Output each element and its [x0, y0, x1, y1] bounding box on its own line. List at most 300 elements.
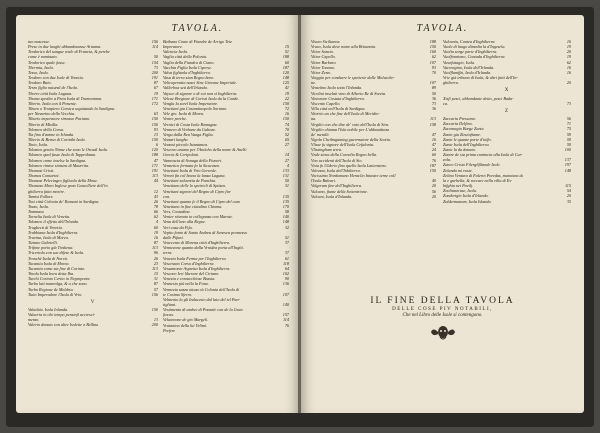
index-entry-page: 61 — [284, 255, 289, 261]
index-entry-text: Venier ritenuto in colleganza con Marote. — [163, 214, 233, 220]
index-entry — [443, 199, 571, 204]
index-entry-text: Tolomeo della Corsa. — [28, 126, 65, 132]
index-entry-page: 59 — [566, 131, 571, 137]
section-letter: Z — [504, 108, 510, 114]
index-entry-text: Thoma spedito a Pieta Isola di Tramontana. — [28, 95, 103, 101]
index-entry-text: Tolomeo qual fusse Isola di Tapprobana. — [28, 152, 97, 158]
index-entry-page: 200 — [151, 69, 158, 75]
index-entry-page: 150 — [282, 100, 289, 106]
index-entry-page: 40 — [431, 178, 436, 184]
left-index-column-1 — [28, 39, 158, 328]
index-entry-text: Vuolflamffzi, Isola d'Irlanda. — [443, 69, 492, 75]
index-entry-page: 135 — [282, 193, 289, 199]
index-entry-page: 87 — [153, 281, 158, 287]
index-entry-text: Teodorico del sangue reale di Francia, & perche — [28, 49, 110, 55]
index-entry-text: Venetiani soluentia de Panchia. — [163, 178, 217, 184]
index-entry-text: Zacomagio Burge Zante. — [443, 126, 485, 132]
index-entry-page: 16 — [566, 69, 571, 75]
index-entry-page: 102 — [282, 271, 289, 277]
index-entry-page: 19 — [153, 229, 158, 235]
index-entry-text: Turchi Corinto Cerito in Negroponte. — [28, 276, 91, 282]
index-entry-text: Vnia fu Ulderio fino quello Isola Latteratene. — [311, 162, 388, 168]
index-entry-text: Vessamonte Aspretta Isola d'Inghilterra. — [163, 265, 231, 271]
index-entry-page: 20 — [431, 193, 436, 199]
index-entry-page: 200 — [151, 322, 158, 328]
index-entry-page: 59 — [566, 141, 571, 147]
left-running-header: TAVOLA. — [171, 23, 224, 34]
index-entry-text: Velcae Bregione di Coristi Isola da la Conde. — [163, 95, 240, 101]
index-entry-text: Tutto Imperadore l'Isola di Vrio. — [28, 291, 83, 297]
index-entry-text: Vennezone quanto dalla Vrnidea porta all'Inglti. — [163, 245, 244, 251]
index-entry-text: Thomasi Cristi. — [28, 167, 55, 173]
index-entry-page: 133 — [282, 167, 289, 173]
index-entry-text: Tragbecti di Venetia. — [28, 224, 63, 230]
index-entry-page: 96 — [153, 250, 158, 256]
index-entry-page: 52 — [284, 131, 289, 137]
index-entry-text: per Navarino della Vecchia. — [28, 111, 75, 117]
index-entry-page: 89 — [431, 85, 436, 91]
index-entry-page: 60 — [153, 224, 158, 230]
index-entry-text: Vuolfonniono, Contada d'Inghilterra. — [443, 54, 506, 60]
index-entry-page: 36 — [431, 106, 436, 112]
index-entry-page: 171 — [151, 162, 158, 168]
index-entry-text: Tolomeo il effetto dell'Irlanda. — [28, 219, 79, 225]
index-entry-page: 13 — [153, 317, 158, 323]
index-entry-text: Vicolini inselati vino di Alberto Re di Svezia. — [311, 90, 386, 96]
index-entry-page: 16 — [431, 136, 436, 142]
index-entry-page: 24 — [431, 147, 436, 153]
index-entry-page: 191 — [151, 75, 158, 81]
index-entry-page: 60 — [284, 59, 289, 65]
index-entry-text: Tiburo o Tronpiero Corsica seguitando la Sardigna. — [28, 106, 115, 112]
right-index-column-2 — [443, 39, 571, 204]
index-entry-page: 140 — [282, 214, 289, 220]
index-entry-page: 41 — [284, 85, 289, 91]
index-entry-text: Turbo Regione de Moldria. — [28, 286, 74, 292]
index-entry-text: Vittor Tonano. — [311, 64, 335, 70]
index-entry-page: 87 — [153, 240, 158, 246]
index-entry-text: Teodorico quale fusse. — [28, 59, 66, 65]
index-entry-text: dalle Pifani. — [163, 234, 184, 240]
index-entry-text: Vigola Cheilmgaming guevrnatore della Scotia. — [311, 136, 391, 142]
index-entry-text: Vno accidenti dell'Isola di Sio. — [311, 157, 363, 163]
right-index-column-1 — [311, 39, 436, 199]
index-entry-page: 72 — [284, 106, 289, 112]
index-entry-page: 160 — [429, 49, 436, 55]
index-entry-page: 120 — [151, 147, 158, 153]
index-entry-page: 113 — [152, 245, 158, 251]
index-entry-text: Vaysce di signore o di cui non sì Inghilterra. — [163, 90, 238, 96]
index-entry-page: 47 — [153, 157, 158, 163]
index-entry-page: 64 — [284, 265, 289, 271]
index-entry-text: Thermia, Isola. — [28, 64, 54, 70]
index-entry-text: ne. — [311, 80, 316, 86]
index-entry-page: 187 — [282, 64, 289, 70]
index-entry-page: 50 — [284, 178, 289, 184]
index-entry-page: 19 — [153, 90, 158, 96]
index-entry-text: Zante gia Zinciafiame. — [443, 131, 482, 137]
index-entry-text: Vulcano, fiume della Settentrione. — [311, 188, 368, 194]
index-entry-text: zola. — [443, 157, 452, 163]
index-entry-page: 57 — [153, 286, 158, 292]
index-entry — [311, 194, 436, 199]
index-entry-text: Prefere — [163, 327, 176, 333]
index-entry-text: Vrie già tribuno di Isola, & altri fatti dell'In- — [443, 75, 518, 81]
index-entry-page: 150 — [151, 121, 158, 127]
index-entry-text: Vescovato Corso d'Inghilterra. — [163, 260, 215, 266]
index-entry-text: terra. — [163, 250, 173, 256]
index-entry-text: Prese in due luoghi abbandonasse Arianna. — [28, 44, 102, 50]
index-entry-text: Valacbia. Isola Iolanda. — [28, 306, 69, 312]
index-entry-page: 50 — [431, 90, 436, 96]
index-entry-text: Veri casa da Fifa. — [163, 224, 193, 230]
index-entry-text: la e garbella, & roccare nella villa di Es- — [443, 177, 513, 183]
index-entry-text: Terzo figlio natural de l'Isola. — [28, 85, 78, 91]
index-entry-text: Venezia e cornacchiose Bassia. — [163, 276, 216, 282]
index-entry-page: 19 — [566, 54, 571, 60]
index-entry-page: 125 — [282, 80, 289, 86]
index-entry-page: 15 — [284, 44, 289, 50]
index-entry — [163, 328, 289, 333]
index-entry-page: 73 — [153, 64, 158, 70]
index-entry-page: 51 — [284, 49, 289, 55]
index-entry-text: Velmento la gli Inducesio dal lato del tel Pan- — [163, 296, 240, 302]
index-entry-page: 27 — [284, 157, 289, 163]
index-entry-text: Ventelmo Isola sotto l'Inlanda. — [311, 85, 363, 91]
index-entry-page: 157 — [282, 312, 289, 318]
index-entry-text: Vittor Sancto. — [311, 49, 334, 55]
index-entry-text: Tolomeo come inselse la Sardigna. — [28, 157, 87, 163]
index-entry-text: Tiberio & Benso di Corinthi Isola. — [28, 136, 86, 142]
index-entry — [443, 101, 571, 106]
index-entry-page: 4 — [155, 219, 158, 225]
index-entry-text: Zonderigio Isola d'Irlanda. — [443, 193, 489, 199]
index-entry-page: 4 — [286, 162, 289, 168]
index-entry-page: 27 — [284, 142, 289, 148]
index-entry-text: ghilterra fatto morire. — [28, 188, 65, 194]
index-entry-text: Vittor Zeno. — [311, 69, 331, 75]
index-entry-text: Vacchia Figlia Isola Ciprese. — [163, 64, 212, 70]
index-entry-text: Venetiano in fine cittadino Chioma. — [163, 204, 223, 209]
index-entry-text: Vescoeo Ieri liberare del Ciriano. — [163, 271, 220, 277]
index-entry-page — [287, 328, 289, 333]
index-entry-text: Venezio Isola Ferma per l'Inghilterra. — [163, 255, 227, 261]
index-entry-text: Vennetico fermata fa la Sicurezza. — [163, 162, 220, 168]
index-entry-page: 150 — [429, 44, 436, 50]
index-entry-page: 74 — [284, 121, 289, 127]
index-entry-page: 188 — [282, 54, 289, 60]
index-entry-page: 114 — [283, 317, 289, 323]
index-entry-page: 73 — [431, 100, 436, 106]
index-entry-page: 51 — [284, 234, 289, 240]
index-entry-page: 26 — [153, 198, 158, 204]
index-entry-text: Velaineone de gio Margeli. — [163, 317, 209, 323]
index-entry-page: 60 — [431, 152, 436, 158]
index-entry-page: 23 — [153, 260, 158, 266]
index-entry-page: 107 — [429, 80, 436, 86]
index-entry-text: Tiberio. Isola con il Ponente. — [28, 100, 77, 106]
index-entry-text: Teodoro Baio. — [28, 80, 52, 86]
index-entry-text: Veroni fin col beaso la lanza Laguna. — [163, 173, 226, 179]
index-entry-page: 148 — [282, 75, 289, 81]
index-entry-page: 113 — [152, 265, 158, 271]
index-entry-page: 107 — [429, 59, 436, 65]
index-entry-page: 135 — [282, 198, 289, 204]
index-entry-page: 87 — [153, 80, 158, 86]
index-entry-text: Tosi città Colonia de' Romani in Sardigna. — [28, 198, 100, 204]
index-entry-text: Tesso, Isola. — [28, 69, 49, 75]
index-entry-page: 187 — [429, 162, 436, 168]
index-entry-text: Volonna, Isola dell'Inhilterra. — [311, 167, 361, 173]
index-entry-page: 56 — [431, 188, 436, 194]
index-entry-text: Tiberio di Misilla. — [28, 121, 59, 127]
index-entry-text: Vuole di lungo dimedia la d'Ingesela. — [443, 44, 506, 50]
index-entry-text: Zante le quante porte d'tolfo. — [443, 136, 492, 142]
index-entry-text: Tommaso — [28, 209, 44, 215]
index-entry-text: Baibano Conte di Fiandre de Arrigo Tetz — [163, 39, 232, 44]
index-entry-page: 197 — [564, 162, 571, 168]
index-entry-text: Vintorone Costata d'Inghilterra. — [311, 95, 365, 101]
index-entry-page: 58 — [284, 209, 289, 215]
index-entry-text: Venetiani gia Costantinopolo Soriano. — [163, 106, 228, 112]
index-entry-page: 191 — [151, 167, 158, 173]
index-entry-text: Vele gio. Isola di Morea. — [163, 111, 205, 117]
index-entry-text: fiocas. — [163, 312, 175, 318]
index-entry-page: 56 — [566, 116, 571, 122]
index-entry-text: Thomaso Moro Inglese gran Cancelliere dell'in — [28, 183, 108, 189]
index-entry-text: Vnde siena della Cornelio Regno bella. — [311, 152, 378, 158]
index-entry-text: Vallerboa seà dell'Irlanda. — [163, 85, 208, 91]
index-entry-text: Vaglia della Fiandra di Ciano. — [163, 59, 215, 65]
index-entry-page: 188 — [429, 39, 436, 44]
index-entry-text: Vestimento di ambee di Ponzale con de la Gran — [163, 307, 243, 313]
index-entry-text: Vernici di Costa Isola Romagna. — [163, 121, 218, 127]
index-entry-text: na. — [311, 116, 317, 122]
index-entry-page: 70 — [284, 126, 289, 132]
index-entry-text: Tucantia come sia fine di Corinto. — [28, 265, 86, 271]
index-entry-page: 36 — [431, 95, 436, 101]
index-entry-page: 67 — [153, 85, 158, 91]
left-page — [16, 15, 299, 413]
index-entry-text: Xisfi pesci, abbondante detto, pesci Bada- — [443, 95, 514, 101]
index-entry-page: 43 — [153, 193, 158, 199]
index-entry-page: 115 — [565, 183, 571, 189]
index-entry-text: Imperatore. — [163, 44, 183, 50]
index-entry-page: 15 — [153, 271, 158, 277]
index-entry-text: Vennero di Verbane da Galtoze. — [163, 126, 216, 132]
index-entry-text: Tia fino d'anime in Irlanda. — [28, 131, 75, 137]
index-entry-page: 37 — [284, 240, 289, 246]
index-entry-text: Verga dalla Rea Vauga Figlia. — [163, 131, 214, 137]
index-entry-text: Visseo Sicilianea. — [311, 39, 341, 44]
index-entry-page: 148 — [282, 219, 289, 225]
index-entry-text: Tricertola con sue difese & Isola. — [28, 250, 85, 256]
index-entry-page: 188 — [151, 152, 158, 158]
index-entry-text: Zante Isola dell'Inghilterra. — [443, 141, 490, 147]
index-entry-text: Thomasi Pelecingro figliuolo della Mone. — [28, 178, 98, 184]
index-entry-page: 20 — [566, 80, 571, 86]
index-entry-page: 140 — [282, 301, 289, 307]
index-entry-text: Vennezia sazza ottuso tù Colonia dell'Isola di — [163, 286, 240, 292]
index-entry-page: 62 — [566, 59, 571, 65]
index-entry-text: ca. — [443, 100, 448, 106]
index-entry-text: Vezzosi piccolo Istantanea. — [163, 142, 209, 148]
index-entry-page: 118 — [283, 260, 289, 266]
index-entry-text: Ventre perche. — [163, 116, 187, 122]
index-entry-text: Vusofsitagio, Isola. — [443, 59, 476, 65]
index-entry-page: 20 — [566, 49, 571, 55]
index-entry-text: Tornelia Isola di Venetia. — [28, 214, 71, 220]
index-entry-text: ghilterra. — [443, 80, 459, 86]
index-entry-text: l'Isola Baleari. — [311, 178, 337, 184]
section-letter: V — [90, 299, 96, 305]
index-entry-page: 12 — [153, 188, 158, 194]
index-entry-page: 71 — [566, 121, 571, 127]
index-entry-page: 65 — [284, 136, 289, 142]
index-entry-page: 78 — [153, 204, 158, 209]
index-entry-page: 19 — [284, 90, 289, 96]
index-entry-text: Valencia Isola. — [163, 49, 188, 55]
index-entry-text: Viscento Capello. — [311, 100, 341, 106]
index-entry-page: 150 — [151, 116, 158, 122]
index-entry-page: 62 — [153, 214, 158, 220]
index-entry-text: Zantre de sia prima comincia alla Isola di Cur- — [443, 152, 523, 158]
index-entry-page: 37 — [284, 250, 289, 256]
index-entry-text: Vescovo unamo per l'Anticho della nome & Anelli — [163, 147, 247, 153]
index-entry-text: Zante la da donata. — [443, 146, 476, 152]
index-entry-text: Thomas Contarini. — [28, 173, 60, 179]
index-entry-page: 14 — [284, 152, 289, 158]
index-entry-page: 131 — [282, 173, 289, 179]
index-entry-text: Vengla la sorel Isola Imperatore. — [163, 100, 219, 106]
index-entry-page: 59 — [566, 136, 571, 142]
colophon-note: Che nel Libro delle Isole si contengono. — [402, 313, 483, 318]
index-entry-page: 150 — [151, 306, 158, 312]
index-entry-text: Venetiani quanto fe il Regno di Cipro del cum — [163, 198, 240, 204]
index-entry-text: Vulcania, Contea d'Inghilterra. — [443, 39, 496, 44]
index-entry-page: 19 — [566, 44, 571, 50]
index-entry-text: Zuldermanum, Isola Islanda. — [443, 198, 492, 204]
index-entry-text: Velicoprontia nasci Sine Giovane Imperiale. — [163, 80, 238, 86]
index-entry-page: 90 — [284, 276, 289, 282]
index-entry-text: Valacria in che tempo pensinfi accresci- — [28, 312, 96, 318]
index-entry — [28, 322, 158, 327]
index-entry-text: Vittor Barbaro. — [311, 59, 337, 65]
index-entry-text: Venecemo di Morena città d'Inghilterra. — [163, 240, 231, 246]
index-entry-text: Zelina Ventura di Falerto Poredas, muratura de — [443, 172, 524, 178]
index-entry-page: 20 — [566, 193, 571, 199]
index-entry-page: 76 — [431, 157, 436, 163]
index-entry-page: 136 — [282, 281, 289, 287]
index-entry-text: Vacrengino, Isola dell'Irlanda. — [443, 64, 495, 70]
index-entry-text: bifghia nei Pavilj. — [443, 183, 474, 189]
index-entry-text: Tolomeo rimise sinistra di Maurrita. — [28, 162, 90, 168]
index-entry-text: Trabbiana Isola d'Inghilterra. — [28, 229, 79, 235]
index-entry-text: Tozzo, Isola. — [28, 204, 49, 209]
index-entry-text: Turbo lati manvolga, & a che sono. — [28, 281, 88, 287]
index-entry-page: 54 — [566, 188, 571, 194]
index-entry-page: 150 — [429, 167, 436, 173]
index-entry-text: Virgilio con che dire de' voto dell'Isola di Sira. — [311, 121, 390, 127]
index-entry-page: 93 — [431, 64, 436, 70]
index-entry-text: Tiziano Gabrielli. — [28, 240, 58, 246]
index-entry-page: 113 — [152, 173, 158, 179]
index-entry-text: te Cosimo Sferro. — [163, 291, 193, 297]
index-entry-text: Vraiantoo della lui Velimi. — [163, 322, 208, 328]
index-entry-text: Tucantia Isola di Morea. — [28, 260, 70, 266]
index-entry-page: 47 — [431, 131, 436, 137]
index-entry-text: Venetiani Isola di Vrio Gerresle. — [163, 167, 218, 173]
index-entry-page: 156 — [151, 39, 158, 44]
index-entry-text: Vlisse fu signore dell'Isola Cefalonia. — [311, 142, 374, 148]
index-entry-text: Volgeram fine dell'Inghilterra. — [311, 183, 363, 189]
index-entry-page: 6 — [155, 142, 158, 148]
index-entry-text: Vezzari lunghe. — [163, 136, 189, 142]
colophon-title: IL FINE DELLA TAVOLA — [370, 296, 515, 306]
index-entry-text: Zoolianoruse, Isola. — [443, 188, 477, 194]
index-entry-page: 16 — [284, 111, 289, 117]
index-entry-page: 66 — [153, 209, 158, 215]
index-entry-page: 154 — [151, 59, 158, 65]
index-entry-text: tuo nascesse. — [28, 39, 51, 44]
index-entry-page: 70 — [431, 69, 436, 75]
index-entry-page: 16 — [153, 234, 158, 240]
index-entry-page: 16 — [566, 64, 571, 70]
index-entry-page: 62 — [431, 54, 436, 60]
section-letter: X — [504, 88, 510, 94]
index-entry-page: 113 — [430, 116, 436, 122]
index-entry-text: Teodoro con due Isole di Venetia. — [28, 75, 84, 81]
index-entry-page: 47 — [431, 142, 436, 148]
index-entry-page: 50 — [153, 54, 158, 60]
index-entry-page: 31 — [153, 276, 158, 282]
index-entry — [28, 292, 158, 297]
index-entry-text: Zaccaria Delfino. — [443, 121, 473, 127]
index-entry-page: 35 — [566, 198, 571, 204]
index-entry-page: 158 — [429, 121, 436, 127]
right-page — [301, 15, 584, 413]
index-entry-text: Tamisi Fallorz. — [28, 193, 54, 199]
index-entry-text: Tiburio imperatore rimosso Paciano. — [28, 116, 91, 122]
index-entry-text: Valsa figliuola d'Inghilterra. — [163, 69, 211, 75]
index-entry-text: Virgilio chiama l'Isla nobile per L'abbondanza — [311, 126, 390, 132]
index-entry-text: Zelanda mi voste. — [443, 167, 473, 173]
index-entry-page: 150 — [282, 116, 289, 122]
left-index-column-2 — [163, 39, 289, 333]
index-entry-text: mento. — [28, 317, 40, 323]
index-entry-text: Vasa di terra sian Regno bene. — [163, 75, 215, 81]
index-entry-text: Vuolia sorge parte d'Inghilterra. — [443, 49, 498, 55]
index-entry-page: 120 — [282, 69, 289, 75]
index-entry-page: 172 — [151, 100, 158, 106]
index-entry-page: 32 — [284, 224, 289, 230]
index-entry-page: 22 — [284, 95, 289, 101]
index-entry-page: 31 — [284, 183, 289, 189]
index-entry-text: Grecia & Ceripolani. — [163, 152, 200, 158]
index-entry-text: Vitetrio un che fine dell'Isola di Meridio- — [311, 111, 380, 117]
index-entry-page: 114 — [152, 44, 158, 50]
index-entry-text: tigliani. — [163, 301, 177, 307]
index-entry-page: 44 — [153, 178, 158, 184]
index-entry-page: 75 — [566, 126, 571, 132]
index-entry-text: Thorre città Isola Laguna. — [28, 90, 73, 96]
index-entry-page: 156 — [151, 291, 158, 297]
index-entry-text: Venetiano delle lo spetricli di Spitzen. — [163, 183, 227, 189]
index-entry-page: 148 — [564, 167, 571, 173]
index-entry-page: 150 — [151, 136, 158, 142]
index-entry-text: Tinola Isola bora detta Iba. — [28, 271, 75, 277]
book-spread — [6, 7, 594, 427]
